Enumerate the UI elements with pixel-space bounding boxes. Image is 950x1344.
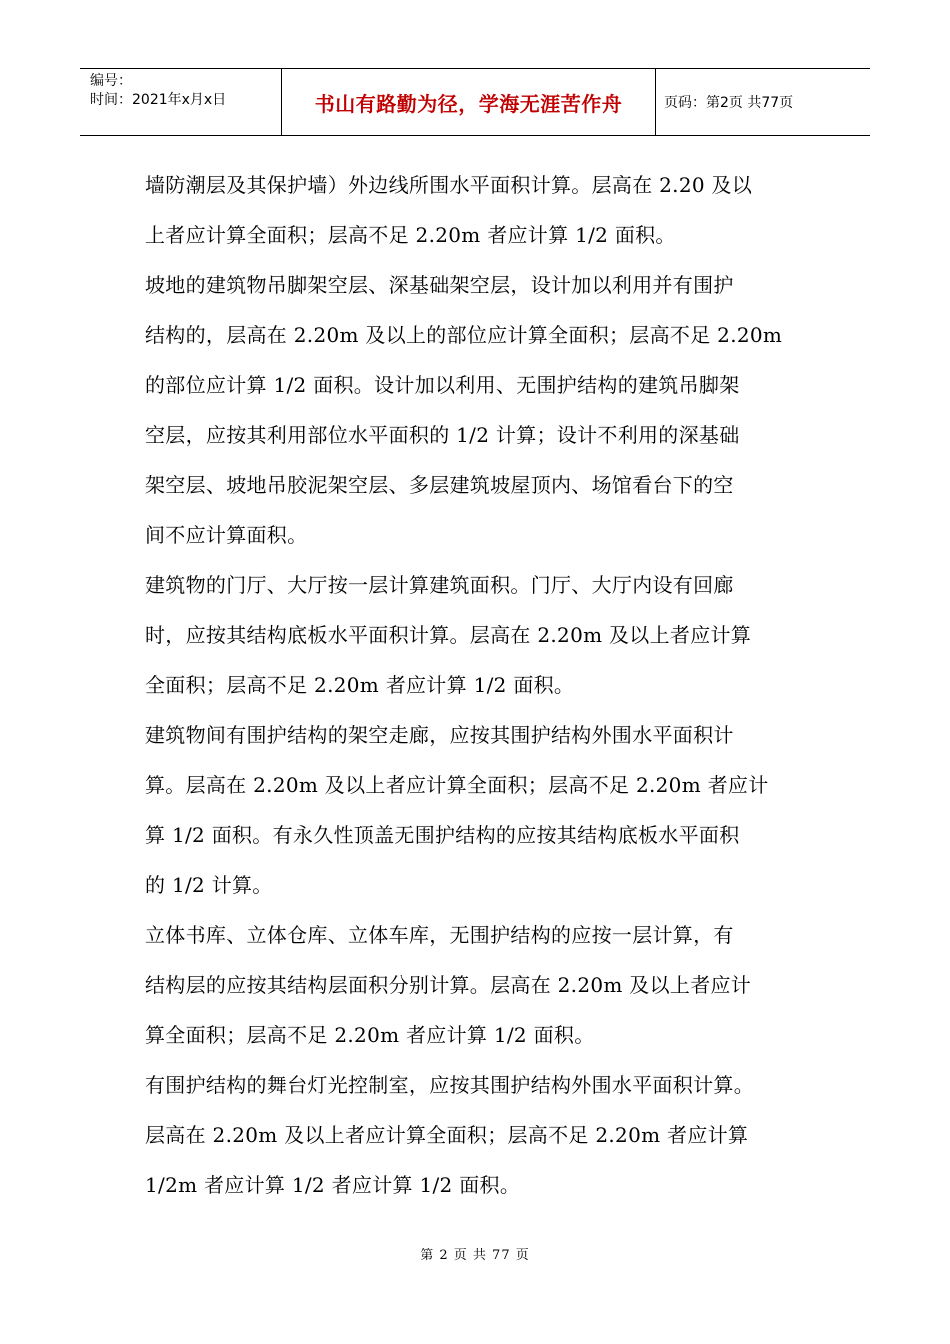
paragraph: 建筑物的门厅、大厅按一层计算建筑面积。门厅、大厅内设有回廊 时，应按其结构底板水平面积计算。层高在 2.20m 及以上者应计算 全面积；层高不足 2.20m 者应计算 1/2 面积。 [145,573,752,697]
paragraph: 立体书库、立体仓库、立体车库，无围护结构的应按一层计算，有 结构层的应按其结构层面积分别计算。层高在 2.20m 及以上者应计 算全面积；层高不足 2.20m 者应计算 1/2 面积。 [145,923,752,1047]
page-footer: 第 2 页 共 77 页 [420,1248,530,1263]
paragraph: 坡地的建筑物吊脚架空层、深基础架空层，设计加以利用并有围护 结构的，层高在 2.20m 及以上的部位应计算全面积；层高不足 2.20m 的部位应计算 1/2 面积。设计加以利用、无围护结构的建筑吊脚架 空层，应按其利用部位水平面积的 1/2 计算；设计不利用的深基础 架空层、坡地吊胶泥架空层、多层建筑坡屋顶内、场馆看台下的空 间不应计算面积。 [145,273,783,547]
paragraph: 有围护结构的舞台灯光控制室，应按其围护结构外围水平面积计算。 层高在 2.20m 及以上者应计算全面积；层高不足 2.20m 者应计算 1/2m 者应计算 1/2 者应计算 1/2 面积。 [145,1073,754,1197]
header-motto: 书山有路勤为径，学海无涯苦作舟 [282,69,656,135]
document-number-label: 编号： [90,73,132,89]
document-time-label: 时间：2021年x月x日 [90,92,227,108]
paragraph: 墙防潮层及其保护墙）外边线所围水平面积计算。层高在 2.20 及以 上者应计算全面积；层高不足 2.20m 者应计算 1/2 面积。 [145,173,753,247]
paragraph: 建筑物间有围护结构的架空走廊，应按其围护结构外围水平面积计 算。层高在 2.20m 及以上者应计算全面积；层高不足 2.20m 者应计 算 1/2 面积。有永久性顶盖无围护结构的应按其结构底板水平面积 的 1/2 计算。 [145,723,769,897]
header-page-code: 页码：第2页 共77页 [664,95,794,111]
header-meta [80,69,282,135]
document-body [145,160,815,1210]
page-header [80,68,870,136]
